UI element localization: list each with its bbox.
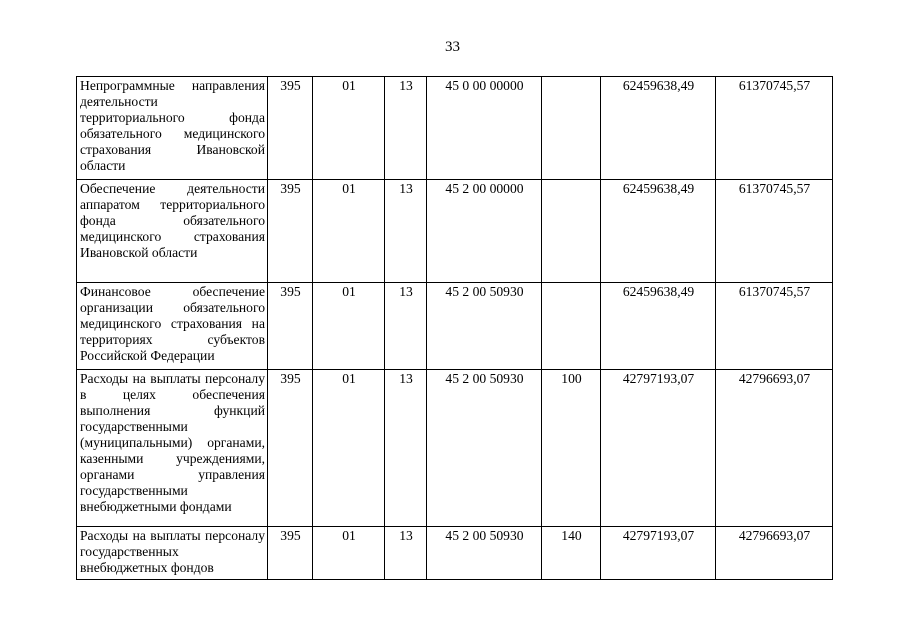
sum-year2-cell: 61370745,57 [716, 77, 833, 180]
row-name-cell: Расходы на выплаты персоналу государственных внебюджетных фондов [77, 527, 268, 580]
sum-year1-cell: 42797193,07 [601, 370, 716, 527]
pr-code-cell: 13 [385, 77, 427, 180]
csr-code-cell: 45 2 00 00000 [427, 180, 542, 283]
csr-code-cell: 45 0 00 00000 [427, 77, 542, 180]
sum-year1-cell: 62459638,49 [601, 283, 716, 370]
csr-code-cell: 45 2 00 50930 [427, 370, 542, 527]
vr-code-cell: 140 [542, 527, 601, 580]
sum-year2-cell: 42796693,07 [716, 527, 833, 580]
sum-year2-cell: 42796693,07 [716, 370, 833, 527]
row-name-cell: Финансовое обеспечение организации обязательного медицинского страхования на территориях субъектов Российской Федерации [77, 283, 268, 370]
row-name-cell: Расходы на выплаты персоналу в целях обеспечения выполнения функций государственными (муниципальными) органами, казенными учреждениями, органами управления государственными внебюджетными фондами [77, 370, 268, 527]
rz-code-cell: 01 [313, 370, 385, 527]
gr-code-cell: 395 [268, 77, 313, 180]
table-row [77, 283, 833, 370]
gr-code-cell: 395 [268, 370, 313, 527]
gr-code-cell: 395 [268, 527, 313, 580]
page-number: 33 [445, 39, 460, 55]
vr-code-cell [542, 77, 601, 180]
row-name-cell: Непрограммные направления деятельности территориального фонда обязательного медицинского страхования Ивановской области [77, 77, 268, 180]
sum-year2-cell: 61370745,57 [716, 283, 833, 370]
gr-code-cell: 395 [268, 180, 313, 283]
sum-year1-cell: 62459638,49 [601, 77, 716, 180]
table-row [77, 370, 833, 527]
vr-code-cell: 100 [542, 370, 601, 527]
sum-year1-cell: 62459638,49 [601, 180, 716, 283]
rz-code-cell: 01 [313, 527, 385, 580]
sum-year2-cell: 61370745,57 [716, 180, 833, 283]
rz-code-cell: 01 [313, 283, 385, 370]
row-name-cell: Обеспечение деятельности аппаратом территориального фонда обязательного медицинского страхования Ивановской области [77, 180, 268, 283]
pr-code-cell: 13 [385, 283, 427, 370]
vr-code-cell [542, 283, 601, 370]
table-row [77, 77, 833, 180]
rz-code-cell: 01 [313, 77, 385, 180]
pr-code-cell: 13 [385, 370, 427, 527]
budget-table [76, 76, 833, 580]
rz-code-cell: 01 [313, 180, 385, 283]
pr-code-cell: 13 [385, 527, 427, 580]
vr-code-cell [542, 180, 601, 283]
table-row [77, 527, 833, 580]
pr-code-cell: 13 [385, 180, 427, 283]
gr-code-cell: 395 [268, 283, 313, 370]
csr-code-cell: 45 2 00 50930 [427, 283, 542, 370]
sum-year1-cell: 42797193,07 [601, 527, 716, 580]
table-row [77, 180, 833, 283]
csr-code-cell: 45 2 00 50930 [427, 527, 542, 580]
